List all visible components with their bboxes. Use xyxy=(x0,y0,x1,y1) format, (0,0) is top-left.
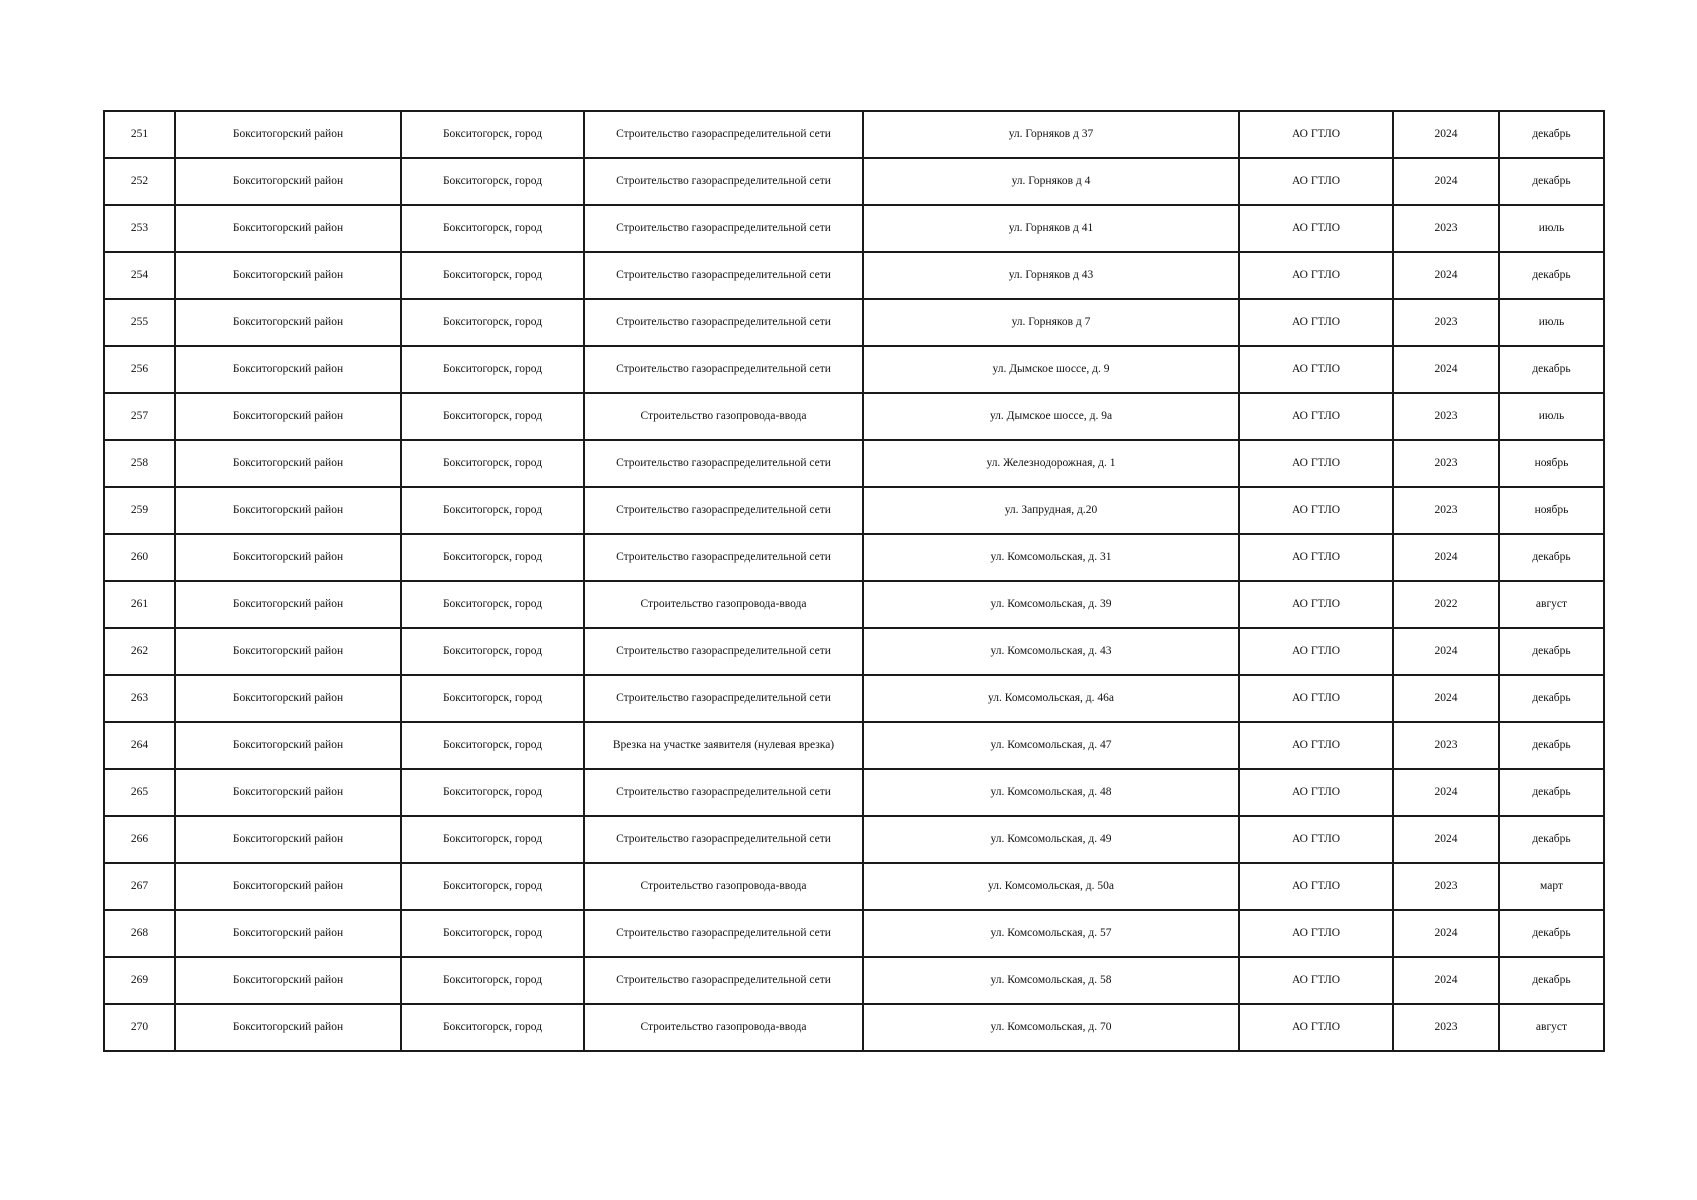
organization-cell: АО ГТЛО xyxy=(1239,440,1393,487)
settlement-cell: Бокситогорск, город xyxy=(401,769,584,816)
year-cell: 2024 xyxy=(1393,769,1499,816)
row-number: 252 xyxy=(104,158,175,205)
document-page xyxy=(103,110,1603,1052)
row-number: 253 xyxy=(104,205,175,252)
row-number: 258 xyxy=(104,440,175,487)
table-row xyxy=(104,252,1604,299)
district-cell: Бокситогорский район xyxy=(175,675,401,722)
district-cell: Бокситогорский район xyxy=(175,816,401,863)
work-type-cell: Строительство газораспределительной сети xyxy=(584,299,863,346)
organization-cell: АО ГТЛО xyxy=(1239,534,1393,581)
organization-cell: АО ГТЛО xyxy=(1239,910,1393,957)
organization-cell: АО ГТЛО xyxy=(1239,299,1393,346)
address-cell: ул. Запрудная, д.20 xyxy=(863,487,1239,534)
settlement-cell: Бокситогорск, город xyxy=(401,581,584,628)
address-cell: ул. Комсомольская, д. 49 xyxy=(863,816,1239,863)
settlement-cell: Бокситогорск, город xyxy=(401,299,584,346)
table-row xyxy=(104,722,1604,769)
year-cell: 2024 xyxy=(1393,111,1499,158)
year-cell: 2022 xyxy=(1393,581,1499,628)
work-type-cell: Строительство газораспределительной сети xyxy=(584,487,863,534)
month-cell: декабрь xyxy=(1499,158,1604,205)
settlement-cell: Бокситогорск, город xyxy=(401,534,584,581)
year-cell: 2023 xyxy=(1393,722,1499,769)
table-row xyxy=(104,957,1604,1004)
address-cell: ул. Комсомольская, д. 58 xyxy=(863,957,1239,1004)
month-cell: декабрь xyxy=(1499,769,1604,816)
settlement-cell: Бокситогорск, город xyxy=(401,957,584,1004)
year-cell: 2024 xyxy=(1393,252,1499,299)
address-cell: ул. Комсомольская, д. 43 xyxy=(863,628,1239,675)
row-number: 265 xyxy=(104,769,175,816)
address-cell: ул. Комсомольская, д. 47 xyxy=(863,722,1239,769)
month-cell: декабрь xyxy=(1499,910,1604,957)
work-type-cell: Строительство газораспределительной сети xyxy=(584,158,863,205)
work-type-cell: Строительство газораспределительной сети xyxy=(584,910,863,957)
row-number: 259 xyxy=(104,487,175,534)
month-cell: ноябрь xyxy=(1499,487,1604,534)
settlement-cell: Бокситогорск, город xyxy=(401,346,584,393)
district-cell: Бокситогорский район xyxy=(175,769,401,816)
year-cell: 2023 xyxy=(1393,299,1499,346)
address-cell: ул. Горняков д 43 xyxy=(863,252,1239,299)
settlement-cell: Бокситогорск, город xyxy=(401,440,584,487)
settlement-cell: Бокситогорск, город xyxy=(401,393,584,440)
district-cell: Бокситогорский район xyxy=(175,910,401,957)
table-row xyxy=(104,158,1604,205)
gasification-schedule-table xyxy=(103,110,1605,1052)
district-cell: Бокситогорский район xyxy=(175,1004,401,1051)
settlement-cell: Бокситогорск, город xyxy=(401,863,584,910)
district-cell: Бокситогорский район xyxy=(175,581,401,628)
work-type-cell: Строительство газораспределительной сети xyxy=(584,957,863,1004)
year-cell: 2024 xyxy=(1393,957,1499,1004)
address-cell: ул. Горняков д 37 xyxy=(863,111,1239,158)
organization-cell: АО ГТЛО xyxy=(1239,863,1393,910)
month-cell: декабрь xyxy=(1499,816,1604,863)
table-row xyxy=(104,299,1604,346)
organization-cell: АО ГТЛО xyxy=(1239,769,1393,816)
work-type-cell: Строительство газораспределительной сети xyxy=(584,111,863,158)
row-number: 269 xyxy=(104,957,175,1004)
row-number: 270 xyxy=(104,1004,175,1051)
table-row xyxy=(104,910,1604,957)
row-number: 264 xyxy=(104,722,175,769)
district-cell: Бокситогорский район xyxy=(175,346,401,393)
month-cell: декабрь xyxy=(1499,675,1604,722)
row-number: 260 xyxy=(104,534,175,581)
table-row xyxy=(104,346,1604,393)
year-cell: 2024 xyxy=(1393,910,1499,957)
organization-cell: АО ГТЛО xyxy=(1239,111,1393,158)
row-number: 257 xyxy=(104,393,175,440)
month-cell: декабрь xyxy=(1499,957,1604,1004)
district-cell: Бокситогорский район xyxy=(175,863,401,910)
row-number: 267 xyxy=(104,863,175,910)
settlement-cell: Бокситогорск, город xyxy=(401,628,584,675)
district-cell: Бокситогорский район xyxy=(175,252,401,299)
year-cell: 2024 xyxy=(1393,628,1499,675)
month-cell: декабрь xyxy=(1499,722,1604,769)
table-row xyxy=(104,111,1604,158)
organization-cell: АО ГТЛО xyxy=(1239,346,1393,393)
year-cell: 2024 xyxy=(1393,158,1499,205)
address-cell: ул. Железнодорожная, д. 1 xyxy=(863,440,1239,487)
month-cell: декабрь xyxy=(1499,111,1604,158)
district-cell: Бокситогорский район xyxy=(175,440,401,487)
organization-cell: АО ГТЛО xyxy=(1239,158,1393,205)
settlement-cell: Бокситогорск, город xyxy=(401,487,584,534)
district-cell: Бокситогорский район xyxy=(175,205,401,252)
address-cell: ул. Комсомольская, д. 48 xyxy=(863,769,1239,816)
settlement-cell: Бокситогорск, город xyxy=(401,910,584,957)
settlement-cell: Бокситогорск, город xyxy=(401,252,584,299)
year-cell: 2023 xyxy=(1393,487,1499,534)
month-cell: март xyxy=(1499,863,1604,910)
year-cell: 2024 xyxy=(1393,534,1499,581)
organization-cell: АО ГТЛО xyxy=(1239,816,1393,863)
table-row xyxy=(104,534,1604,581)
year-cell: 2023 xyxy=(1393,1004,1499,1051)
row-number: 255 xyxy=(104,299,175,346)
settlement-cell: Бокситогорск, город xyxy=(401,722,584,769)
table-row xyxy=(104,816,1604,863)
month-cell: декабрь xyxy=(1499,628,1604,675)
district-cell: Бокситогорский район xyxy=(175,722,401,769)
month-cell: декабрь xyxy=(1499,346,1604,393)
month-cell: декабрь xyxy=(1499,534,1604,581)
work-type-cell: Строительство газопровода-ввода xyxy=(584,863,863,910)
table-row xyxy=(104,440,1604,487)
address-cell: ул. Комсомольская, д. 50а xyxy=(863,863,1239,910)
address-cell: ул. Комсомольская, д. 46а xyxy=(863,675,1239,722)
year-cell: 2023 xyxy=(1393,393,1499,440)
month-cell: декабрь xyxy=(1499,252,1604,299)
work-type-cell: Строительство газопровода-ввода xyxy=(584,581,863,628)
district-cell: Бокситогорский район xyxy=(175,393,401,440)
row-number: 256 xyxy=(104,346,175,393)
row-number: 251 xyxy=(104,111,175,158)
address-cell: ул. Комсомольская, д. 31 xyxy=(863,534,1239,581)
organization-cell: АО ГТЛО xyxy=(1239,205,1393,252)
month-cell: июль xyxy=(1499,205,1604,252)
row-number: 254 xyxy=(104,252,175,299)
work-type-cell: Строительство газораспределительной сети xyxy=(584,205,863,252)
organization-cell: АО ГТЛО xyxy=(1239,581,1393,628)
work-type-cell: Врезка на участке заявителя (нулевая врезка) xyxy=(584,722,863,769)
month-cell: август xyxy=(1499,1004,1604,1051)
table-row xyxy=(104,628,1604,675)
table-body xyxy=(104,111,1604,1051)
district-cell: Бокситогорский район xyxy=(175,111,401,158)
month-cell: август xyxy=(1499,581,1604,628)
settlement-cell: Бокситогорск, город xyxy=(401,205,584,252)
table-row xyxy=(104,675,1604,722)
table-row xyxy=(104,1004,1604,1051)
district-cell: Бокситогорский район xyxy=(175,534,401,581)
work-type-cell: Строительство газораспределительной сети xyxy=(584,252,863,299)
row-number: 266 xyxy=(104,816,175,863)
row-number: 268 xyxy=(104,910,175,957)
year-cell: 2023 xyxy=(1393,205,1499,252)
work-type-cell: Строительство газораспределительной сети xyxy=(584,675,863,722)
district-cell: Бокситогорский район xyxy=(175,487,401,534)
year-cell: 2023 xyxy=(1393,863,1499,910)
year-cell: 2024 xyxy=(1393,675,1499,722)
district-cell: Бокситогорский район xyxy=(175,628,401,675)
row-number: 262 xyxy=(104,628,175,675)
address-cell: ул. Дымское шоссе, д. 9а xyxy=(863,393,1239,440)
work-type-cell: Строительство газораспределительной сети xyxy=(584,816,863,863)
table-row xyxy=(104,863,1604,910)
settlement-cell: Бокситогорск, город xyxy=(401,111,584,158)
year-cell: 2024 xyxy=(1393,816,1499,863)
organization-cell: АО ГТЛО xyxy=(1239,252,1393,299)
settlement-cell: Бокситогорск, город xyxy=(401,675,584,722)
work-type-cell: Строительство газораспределительной сети xyxy=(584,769,863,816)
settlement-cell: Бокситогорск, город xyxy=(401,1004,584,1051)
address-cell: ул. Горняков д 4 xyxy=(863,158,1239,205)
table-row xyxy=(104,769,1604,816)
row-number: 263 xyxy=(104,675,175,722)
month-cell: июль xyxy=(1499,393,1604,440)
organization-cell: АО ГТЛО xyxy=(1239,1004,1393,1051)
organization-cell: АО ГТЛО xyxy=(1239,957,1393,1004)
work-type-cell: Строительство газораспределительной сети xyxy=(584,534,863,581)
address-cell: ул. Комсомольская, д. 39 xyxy=(863,581,1239,628)
address-cell: ул. Горняков д 7 xyxy=(863,299,1239,346)
address-cell: ул. Дымское шоссе, д. 9 xyxy=(863,346,1239,393)
year-cell: 2024 xyxy=(1393,346,1499,393)
address-cell: ул. Комсомольская, д. 70 xyxy=(863,1004,1239,1051)
month-cell: ноябрь xyxy=(1499,440,1604,487)
district-cell: Бокситогорский район xyxy=(175,957,401,1004)
settlement-cell: Бокситогорск, город xyxy=(401,816,584,863)
address-cell: ул. Комсомольская, д. 57 xyxy=(863,910,1239,957)
organization-cell: АО ГТЛО xyxy=(1239,628,1393,675)
work-type-cell: Строительство газопровода-ввода xyxy=(584,1004,863,1051)
organization-cell: АО ГТЛО xyxy=(1239,722,1393,769)
month-cell: июль xyxy=(1499,299,1604,346)
district-cell: Бокситогорский район xyxy=(175,158,401,205)
table-row xyxy=(104,205,1604,252)
work-type-cell: Строительство газораспределительной сети xyxy=(584,628,863,675)
organization-cell: АО ГТЛО xyxy=(1239,393,1393,440)
organization-cell: АО ГТЛО xyxy=(1239,487,1393,534)
table-row xyxy=(104,393,1604,440)
settlement-cell: Бокситогорск, город xyxy=(401,158,584,205)
address-cell: ул. Горняков д 41 xyxy=(863,205,1239,252)
district-cell: Бокситогорский район xyxy=(175,299,401,346)
work-type-cell: Строительство газопровода-ввода xyxy=(584,393,863,440)
work-type-cell: Строительство газораспределительной сети xyxy=(584,440,863,487)
table-row xyxy=(104,581,1604,628)
row-number: 261 xyxy=(104,581,175,628)
work-type-cell: Строительство газораспределительной сети xyxy=(584,346,863,393)
table-row xyxy=(104,487,1604,534)
year-cell: 2023 xyxy=(1393,440,1499,487)
organization-cell: АО ГТЛО xyxy=(1239,675,1393,722)
